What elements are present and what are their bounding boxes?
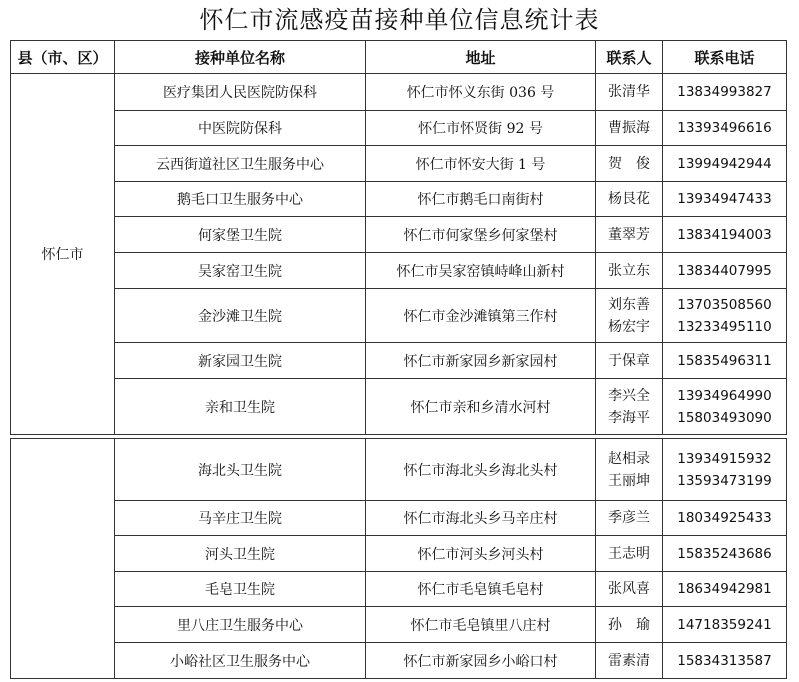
phone-number: 13934964990 bbox=[677, 387, 772, 404]
phone-number: 18634942981 bbox=[677, 581, 772, 597]
contact-cell bbox=[596, 217, 663, 253]
phone-cell bbox=[663, 379, 787, 435]
header-phone: 联系电话 bbox=[663, 41, 787, 74]
table-header-row bbox=[11, 41, 787, 74]
address-cell: 怀仁市海北头乡马辛庄村 bbox=[366, 501, 596, 536]
contact-name: 杨宏宇 bbox=[608, 318, 650, 335]
unit-name-cell: 里八庄卫生服务中心 bbox=[115, 607, 366, 643]
unit-name-cell: 毛皂卫生院 bbox=[115, 572, 366, 607]
table-row bbox=[11, 111, 787, 146]
address-cell: 怀仁市亲和乡清水河村 bbox=[366, 379, 596, 435]
phone-number: 13934915932 bbox=[677, 450, 772, 467]
phone-number: 13233495110 bbox=[677, 318, 772, 335]
contact-cell bbox=[596, 74, 663, 111]
unit-name-cell: 小峪社区卫生服务中心 bbox=[115, 643, 366, 679]
phone-number: 13593473199 bbox=[677, 472, 772, 489]
table-row bbox=[11, 217, 787, 253]
phone-number: 18034925433 bbox=[677, 510, 772, 526]
table-row bbox=[11, 253, 787, 289]
address-cell: 怀仁市毛皂镇里八庄村 bbox=[366, 607, 596, 643]
address-cell: 怀仁市怀义东街 036 号 bbox=[366, 74, 596, 111]
contact-name: 刘东善 bbox=[608, 296, 650, 313]
contact-name: 曹振海 bbox=[608, 120, 650, 136]
info-table-part-1 bbox=[10, 40, 787, 435]
unit-name-cell: 云西街道社区卫生服务中心 bbox=[115, 146, 366, 182]
contact-cell bbox=[596, 182, 663, 217]
contact-name: 王志明 bbox=[608, 545, 650, 562]
contact-name: 王丽坤 bbox=[608, 472, 650, 489]
phone-number: 15834313587 bbox=[677, 652, 772, 669]
address-cell: 怀仁市海北头乡海北头村 bbox=[366, 439, 596, 501]
table-row bbox=[11, 343, 787, 379]
contact-cell bbox=[596, 253, 663, 289]
contact-cell bbox=[596, 111, 663, 146]
address-cell: 怀仁市怀贤街 92 号 bbox=[366, 111, 596, 146]
unit-name-cell: 亲和卫生院 bbox=[115, 379, 366, 435]
phone-cell bbox=[663, 607, 787, 643]
phone-cell bbox=[663, 643, 787, 679]
unit-name-cell: 医疗集团人民医院防保科 bbox=[115, 74, 366, 111]
header-county: 县（市、区） bbox=[11, 41, 115, 74]
contact-name: 杨艮花 bbox=[608, 191, 650, 207]
address-cell: 怀仁市金沙滩镇第三作村 bbox=[366, 289, 596, 343]
phone-cell bbox=[663, 111, 787, 146]
table-row bbox=[11, 501, 787, 536]
table-row bbox=[11, 289, 787, 343]
contact-name: 雷素清 bbox=[608, 652, 650, 669]
contact-cell bbox=[596, 289, 663, 343]
unit-name-cell: 新家园卫生院 bbox=[115, 343, 366, 379]
contact-name: 张立东 bbox=[608, 262, 650, 279]
address-cell: 怀仁市鹅毛口南街村 bbox=[366, 182, 596, 217]
phone-number: 13834993827 bbox=[677, 84, 772, 100]
address-cell: 怀仁市怀安大街 1 号 bbox=[366, 146, 596, 182]
contact-cell bbox=[596, 439, 663, 501]
phone-cell bbox=[663, 343, 787, 379]
header-contact: 联系人 bbox=[596, 41, 663, 74]
phone-cell bbox=[663, 536, 787, 572]
contact-name: 于保章 bbox=[608, 352, 650, 369]
contact-name: 李兴全 bbox=[608, 387, 650, 404]
county-cell bbox=[11, 439, 115, 679]
phone-cell bbox=[663, 217, 787, 253]
contact-name: 李海平 bbox=[608, 409, 650, 426]
address-cell: 怀仁市新家园乡小峪口村 bbox=[366, 643, 596, 679]
phone-cell bbox=[663, 501, 787, 536]
phone-cell bbox=[663, 182, 787, 217]
contact-name: 季彦兰 bbox=[608, 510, 650, 526]
phone-cell bbox=[663, 146, 787, 182]
phone-cell bbox=[663, 572, 787, 607]
contact-cell bbox=[596, 343, 663, 379]
contact-cell bbox=[596, 572, 663, 607]
phone-number: 13994942944 bbox=[677, 155, 772, 172]
table-row bbox=[11, 643, 787, 679]
unit-name-cell: 海北头卫生院 bbox=[115, 439, 366, 501]
contact-cell bbox=[596, 379, 663, 435]
phone-number: 15835243686 bbox=[677, 545, 772, 562]
contact-cell bbox=[596, 501, 663, 536]
address-cell: 怀仁市吴家窑镇峙峰山新村 bbox=[366, 253, 596, 289]
phone-number: 15803493090 bbox=[677, 409, 772, 426]
table-row bbox=[11, 607, 787, 643]
address-cell: 怀仁市毛皂镇毛皂村 bbox=[366, 572, 596, 607]
phone-number: 15835496311 bbox=[677, 352, 772, 369]
contact-name: 张风喜 bbox=[608, 581, 650, 597]
phone-cell bbox=[663, 74, 787, 111]
unit-name-cell: 河头卫生院 bbox=[115, 536, 366, 572]
table-row bbox=[11, 439, 787, 501]
unit-name-cell: 马辛庄卫生院 bbox=[115, 501, 366, 536]
county-cell: 怀仁市 bbox=[11, 74, 115, 435]
phone-number: 13834194003 bbox=[677, 226, 772, 243]
contact-name: 赵相录 bbox=[608, 450, 650, 467]
unit-name-cell: 吴家窑卫生院 bbox=[115, 253, 366, 289]
phone-number: 13703508560 bbox=[677, 296, 772, 313]
phone-number: 13834407995 bbox=[677, 262, 772, 279]
unit-name-cell: 鹅毛口卫生服务中心 bbox=[115, 182, 366, 217]
contact-name: 董翠芳 bbox=[608, 226, 650, 243]
address-cell: 怀仁市何家堡乡何家堡村 bbox=[366, 217, 596, 253]
address-cell: 怀仁市河头乡河头村 bbox=[366, 536, 596, 572]
header-address: 地址 bbox=[366, 41, 596, 74]
phone-cell bbox=[663, 289, 787, 343]
address-cell: 怀仁市新家园乡新家园村 bbox=[366, 343, 596, 379]
table-row bbox=[11, 572, 787, 607]
phone-cell bbox=[663, 253, 787, 289]
unit-name-cell: 何家堡卫生院 bbox=[115, 217, 366, 253]
contact-cell bbox=[596, 643, 663, 679]
header-unit-name: 接种单位名称 bbox=[115, 41, 366, 74]
phone-number: 13934947433 bbox=[677, 191, 772, 207]
contact-cell bbox=[596, 146, 663, 182]
contact-name: 孙 瑜 bbox=[608, 616, 650, 633]
contact-cell bbox=[596, 536, 663, 572]
page-title: 怀仁市流感疫苗接种单位信息统计表 bbox=[199, 6, 600, 34]
table-row bbox=[11, 182, 787, 217]
phone-cell bbox=[663, 439, 787, 501]
unit-name-cell: 金沙滩卫生院 bbox=[115, 289, 366, 343]
table-row bbox=[11, 536, 787, 572]
table-row bbox=[11, 146, 787, 182]
table-row bbox=[11, 74, 787, 111]
info-table-part-2 bbox=[10, 438, 787, 679]
contact-name: 贺 俊 bbox=[608, 155, 650, 172]
phone-number: 13393496616 bbox=[677, 120, 772, 136]
contact-name: 张清华 bbox=[608, 84, 650, 100]
phone-number: 14718359241 bbox=[677, 616, 772, 633]
unit-name-cell: 中医院防保科 bbox=[115, 111, 366, 146]
table-row bbox=[11, 379, 787, 435]
contact-cell bbox=[596, 607, 663, 643]
